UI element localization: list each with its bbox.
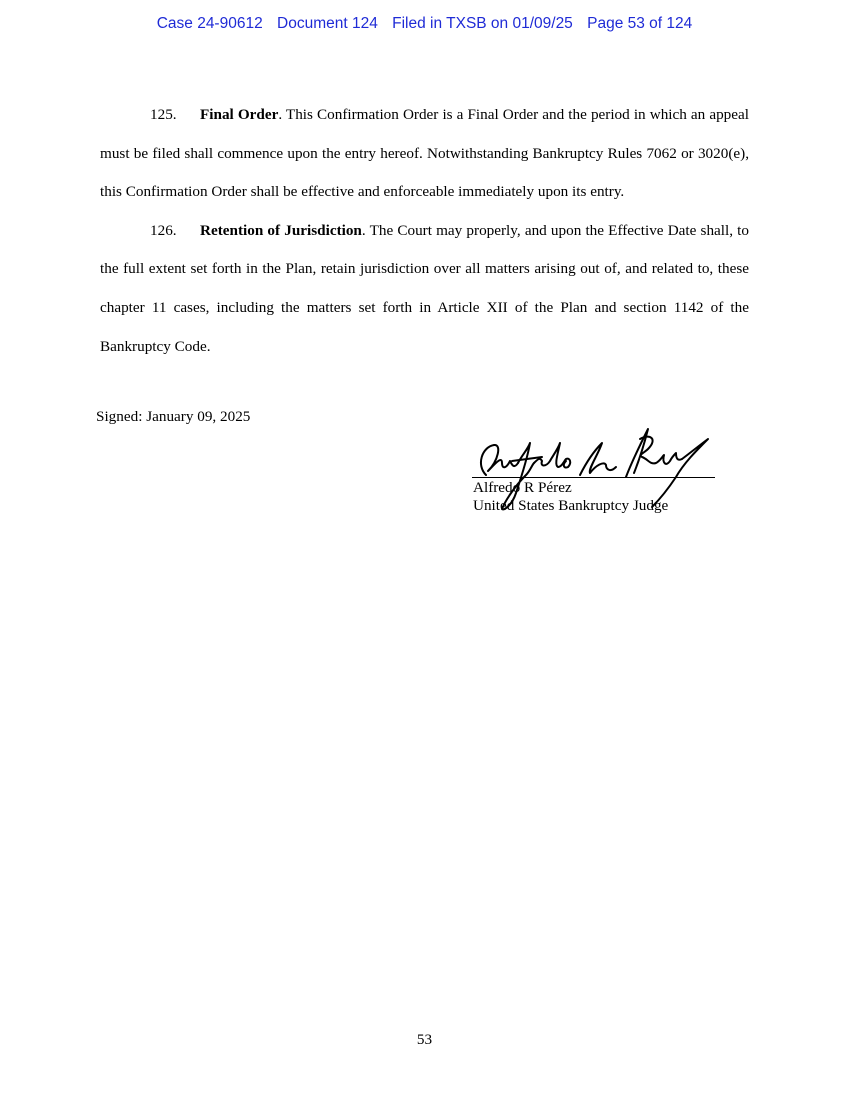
signature-line [472, 477, 715, 478]
page-number: 53 [416, 1031, 433, 1048]
case-number: Case 24-90612 [156, 15, 263, 32]
paragraph-125 [100, 96, 749, 212]
docket-header [0, 15, 849, 33]
paragraph-number: 125. [150, 106, 177, 123]
paragraph-text: . The Court may properly, and upon the Effective Date shall, to the full extent set forth in the Plan, retain jurisdiction over all matters arising out of, and related to, these chapter 11 cases, including the matters set forth in Article XII of the Plan and section 1142 of the Bankruptcy Code. [100, 221, 749, 355]
paragraph-heading: Final Order [200, 106, 279, 123]
judge-title: United States Bankruptcy Judge [473, 497, 669, 514]
document-number: Document 124 [277, 15, 378, 32]
signed-date: Signed: January 09, 2025 [96, 408, 251, 425]
paragraph-number: 126. [150, 221, 177, 239]
judge-name: Alfredo R Pérez [473, 479, 572, 496]
page-indicator: Page 53 of 124 [587, 15, 693, 32]
order-body [100, 96, 749, 366]
filed-date: Filed in TXSB on 01/09/25 [392, 15, 573, 32]
paragraph-text: . This Confirmation Order is a Final Order and the period in which an appeal must be filed shall commence upon the entry hereof. Notwithstanding Bankruptcy Rules 7062 or 3020(e), this Confirmation Order shall be effective and enforceable immediately upon its entry. [100, 106, 749, 201]
signature-block [472, 415, 722, 525]
paragraph-126 [100, 212, 749, 366]
paragraph-heading: Retention of Jurisdiction [200, 221, 362, 239]
